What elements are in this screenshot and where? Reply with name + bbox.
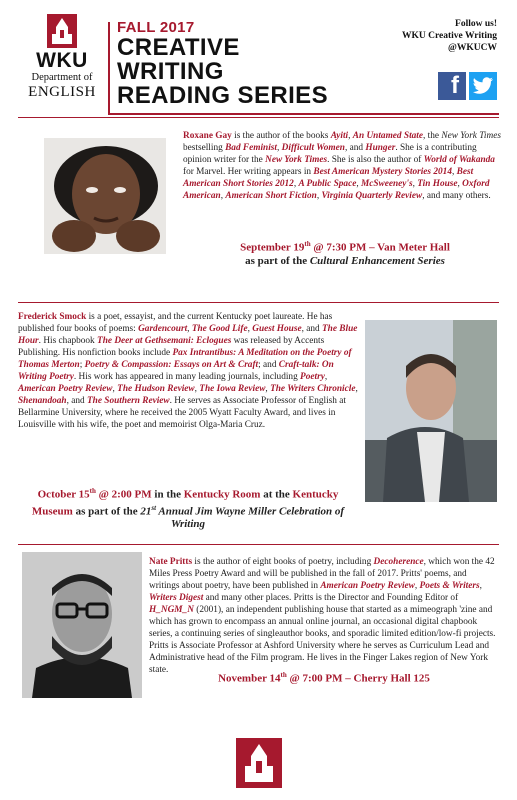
- text-segment: , and: [344, 143, 366, 153]
- text-segment: @ 7:00 PM – Cherry Hall 125: [286, 672, 430, 685]
- twitter-icon[interactable]: [469, 72, 497, 100]
- title-reference: The Iowa Review: [199, 384, 266, 394]
- text-segment: for Marvel. Her writing appears in: [183, 167, 314, 177]
- text-segment: and many other places. Pritts is the Director and Founding Editor of: [203, 593, 459, 603]
- season-label: FALL 2017: [117, 19, 195, 36]
- title-reference: Tin House: [417, 179, 458, 189]
- title-reference: Poetry: [300, 372, 325, 382]
- title-reference: Pax Intrantibus: A Meditation on the Poetry of Thomas Merton: [18, 348, 352, 370]
- text-segment: . His chapbook: [38, 336, 98, 346]
- author-name: Roxane Gay: [183, 131, 232, 141]
- title-line-2: WRITING: [117, 58, 224, 85]
- text-segment: th: [304, 240, 311, 248]
- text-segment: ,: [479, 581, 482, 591]
- social-links: [438, 72, 497, 100]
- text-segment: ,: [324, 372, 328, 382]
- event-nate-pritts: [149, 669, 499, 686]
- text-segment: ,: [451, 167, 457, 177]
- header-divider-horizontal: [108, 113, 499, 115]
- title-reference: Shenandoah: [18, 396, 67, 406]
- twitter-bird-icon: [472, 77, 494, 95]
- bio-nate-pritts: [149, 556, 499, 676]
- title-reference: The Writers Chronicle: [270, 384, 356, 394]
- title-reference: An Untamed State: [352, 131, 424, 141]
- text-segment: Kentucky Room: [183, 488, 261, 501]
- follow-us-block: [402, 18, 497, 54]
- title-reference: The Hudson Review: [117, 384, 195, 394]
- text-segment: Kentucky Museum: [31, 488, 339, 518]
- text-segment: in the: [151, 488, 184, 501]
- text-segment: @ 7:30 PM – Van Meter Hall: [310, 241, 450, 254]
- text-segment: as part of the: [245, 254, 310, 267]
- title-reference: New York Times: [265, 155, 328, 165]
- title-reference: American Short Fiction: [225, 191, 317, 201]
- event-roxane-gay: [180, 238, 510, 268]
- title-reference: Decoherence: [373, 557, 424, 567]
- text-segment: th: [89, 487, 96, 495]
- text-segment: New York Times: [441, 131, 501, 141]
- event-frederick-smock: [18, 485, 358, 531]
- title-reference: The Blue Hour: [18, 324, 358, 346]
- title-reference: Oxford American: [183, 179, 490, 201]
- title-reference: Writers Digest: [149, 593, 204, 603]
- text-segment: ,: [265, 384, 271, 394]
- series-title: [117, 20, 328, 108]
- text-segment: , which won the 42 Miles Press Poetry Award and will be published in the fall of 2017. Pritts' poems, and writings about poetry, have been published in: [149, 557, 495, 591]
- portrait-illustration: [22, 552, 142, 698]
- text-segment: . He serves as Associate Professor of English at Bellarmine University, where he received the 2005 Wyatt Faculty Award, and lives in Louisville with his wife, the poet and memoirist Olga-Maria Cruz.: [18, 396, 346, 430]
- title-line-3: READING SERIES: [117, 82, 328, 109]
- text-segment: . She is a contributing opinion writer for the: [183, 143, 477, 165]
- title-reference: American Poetry Review: [18, 384, 113, 394]
- text-segment: November 14: [218, 672, 281, 685]
- follow-account-name: WKU Creative Writing: [402, 31, 497, 41]
- text-segment: ,: [412, 179, 418, 189]
- title-reference: Virginia Quarterly Review: [321, 191, 423, 201]
- portrait-illustration: [365, 320, 497, 502]
- text-segment: , and: [66, 396, 87, 406]
- author-photo-nate-pritts: [22, 552, 142, 698]
- follow-handle: @WKUCW: [448, 43, 497, 53]
- wku-english-logo: [22, 14, 102, 100]
- text-segment: , and: [301, 324, 322, 334]
- author-name: Frederick Smock: [18, 312, 87, 322]
- title-reference: The Deer at Gethsemani: Eclogues: [97, 336, 232, 346]
- facebook-glyph: f: [451, 72, 459, 99]
- portrait-illustration: [44, 138, 166, 254]
- title-reference: The Southern Review: [86, 396, 170, 406]
- title-reference: Best American Short Stories 2012: [183, 167, 474, 189]
- text-segment: . His work has appeared in many leading journals, including: [73, 372, 301, 382]
- text-segment: as part of the: [72, 505, 141, 518]
- text-segment: ; and: [258, 360, 279, 370]
- text-segment: ,: [293, 179, 299, 189]
- title-reference: Craft-talk: On Writing Poetry: [18, 360, 334, 382]
- text-segment: Annual Jim Wayne Miller Celebration of Writing: [156, 505, 345, 531]
- text-segment: is the author of the books: [231, 131, 331, 141]
- title-reference: Gardencourt: [138, 324, 188, 334]
- text-segment: September 19: [240, 241, 305, 254]
- text-segment: ,: [220, 191, 226, 201]
- title-reference: Guest House: [252, 324, 302, 334]
- text-segment: ,: [187, 324, 192, 334]
- text-segment: ,: [277, 143, 282, 153]
- wku-cupola-icon: [45, 14, 79, 48]
- title-reference: Ayiti: [330, 131, 349, 141]
- author-photo-roxane-gay: [44, 138, 166, 254]
- text-segment: ,: [316, 191, 322, 201]
- text-segment: ,: [348, 131, 353, 141]
- text-segment: th: [280, 671, 287, 679]
- title-reference: Difficult Women: [281, 143, 345, 153]
- text-segment: ,: [194, 384, 200, 394]
- text-segment: @ 2:00 PM: [95, 488, 152, 501]
- title-reference: American Poetry Review: [320, 581, 415, 591]
- text-segment: . She is also the author of: [327, 155, 424, 165]
- text-segment: bestselling: [183, 143, 226, 153]
- text-segment: is the author of eight books of poetry, including: [192, 557, 374, 567]
- title-reference: Best American Mystery Stories 2014: [313, 167, 452, 177]
- bio-roxane-gay: [183, 130, 501, 202]
- title-reference: The Good Life: [191, 324, 248, 334]
- text-segment: is a poet, essayist, and the current Kentucky poet laureate. He has published four books of poems:: [18, 312, 333, 334]
- author-name: Nate Pritts: [149, 557, 193, 567]
- header-divider-vertical: [108, 22, 110, 114]
- title-reference: Hunger: [365, 143, 396, 153]
- logo-department-text: Department of: [31, 72, 93, 83]
- title-reference: World of Wakanda: [423, 155, 495, 165]
- text-segment: , the: [423, 131, 442, 141]
- facebook-icon[interactable]: [438, 72, 466, 100]
- logo-english-text: ENGLISH: [28, 84, 96, 100]
- text-segment: ,: [112, 384, 118, 394]
- text-segment: ,: [356, 179, 361, 189]
- title-reference: Bad Feminist: [225, 143, 278, 153]
- logo-wku-text: WKU: [36, 49, 88, 72]
- title-reference: Poets & Writers: [419, 581, 480, 591]
- text-segment: 21: [140, 505, 152, 518]
- text-segment: was released by Accents Publishing. His nonfiction books include: [18, 336, 325, 358]
- text-segment: st: [151, 503, 157, 512]
- title-reference: McSweeney's: [360, 179, 413, 189]
- text-segment: (2001), an independent publishing house that started as a mimeograph 'zine and which has grown to encompass an annual online journal, an occasional digital chapbook series, a continuing series of singleauthor books, and sporadic limited edition/low-fi projects. Pritts is Associate Professor at Ashford University where he serves as Curriculum Lead and Administrative head of the Film program. He lives in the Finger Lakes region of New York state.: [149, 605, 496, 675]
- title-reference: H_NGM_N: [149, 605, 194, 615]
- text-segment: ,: [414, 581, 420, 591]
- author-photo-frederick-smock: [365, 320, 497, 502]
- title-reference: A Public Space: [298, 179, 357, 189]
- title-reference: Poetry & Compassion: Essays on Art & Craft: [84, 360, 259, 370]
- text-segment: Cultural Enhancement Series: [309, 254, 445, 267]
- text-segment: at the: [260, 488, 293, 501]
- wku-cupola-icon: [236, 738, 282, 788]
- text-segment: ,: [247, 324, 253, 334]
- title-line-1: CREATIVE: [117, 34, 240, 61]
- text-segment: , and many others.: [422, 191, 491, 201]
- follow-us-text: Follow us!: [455, 19, 497, 29]
- text-segment: ,: [355, 384, 358, 394]
- text-segment: ;: [79, 360, 85, 370]
- text-segment: October 15: [37, 488, 90, 501]
- text-segment: ,: [457, 179, 463, 189]
- bio-frederick-smock: [18, 311, 358, 431]
